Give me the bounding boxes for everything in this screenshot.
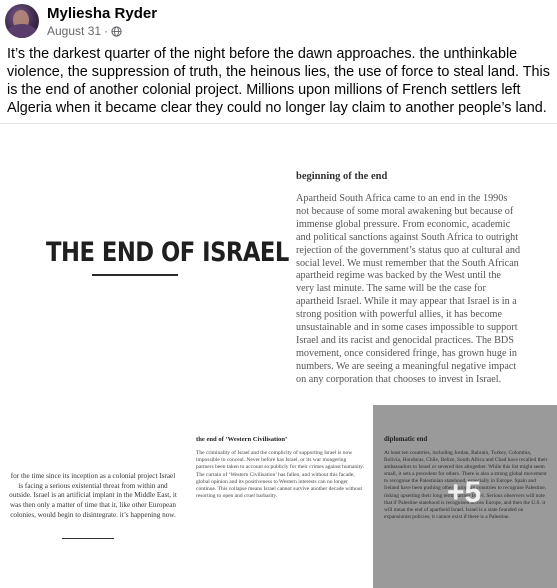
- meta-separator: ·: [104, 24, 109, 38]
- panel-1-body: for the time since its inception as a colonial project Israel is facing a serious existential threat from within and outside. Israel is an artificial implant in the Middle East, it was then only a matter of time that it, like other European colonies, would begin to disintegrate. it’s happening now.: [9, 472, 177, 519]
- post-meta: [47, 24, 122, 38]
- post-image-grid: [0, 405, 557, 588]
- post-header: [0, 0, 557, 42]
- image-panel-1[interactable]: [0, 405, 185, 588]
- panel-2-heading: the end of ‘Western Civilisation’: [196, 436, 288, 443]
- post-body-text: It’s the darkest quarter of the night before the dawn approaches. the unthinkable violence, the suppression of truth, the heinous lies, the use of force to steal land. This is the end of another colonial project. Millions upon millions of French settlers left Algeria when it became clear they could no longer lay claim to another people’s land.: [7, 46, 550, 116]
- section-heading: beginning of the end: [296, 171, 388, 182]
- post-date[interactable]: August 31: [47, 24, 102, 38]
- post-image-main[interactable]: [0, 123, 557, 403]
- avatar[interactable]: [5, 4, 39, 38]
- author-name[interactable]: Myliesha Ryder: [47, 5, 158, 22]
- image-panel-3[interactable]: [373, 405, 557, 588]
- panel-1-underline: [62, 538, 114, 539]
- globe-icon[interactable]: [111, 26, 122, 37]
- image-panel-2[interactable]: [186, 405, 372, 588]
- panel-3-heading: diplomatic end: [384, 436, 428, 443]
- image-title: THE END OF ISRAEL: [46, 237, 289, 268]
- avatar-shoulders: [7, 24, 37, 38]
- section-body: Apartheid South Africa came to an end in the 1990s not because of some moral awakening but because of immense global pressure. From economic, academic and political sanctions against South Africa to outright rejection of the government’s status quo at cultural and social level. We must remember that the South African apartheid regime was backed by the West until the very last minute. The same will be the case for apartheid Israel. While it may appear that Israel is in a strong position with powerful allies, it has become unsustainable and in some cases impossible to support Israel and its racist and genocidal practices. The BDS movement, once considered fringe, has grown huge in numbers. We are seeing a meaningful negative impact on any corporation that chooses to invest in Israel.: [296, 193, 521, 385]
- title-underline: [92, 274, 178, 276]
- more-images-count[interactable]: +5: [447, 476, 482, 509]
- panel-2-body: The criminality of Israel and the complicity of supporting Israel is now impossible to conceal. Never before has Israel, or its war mongering partners been taken to account so publicly for their crimes against humanity. The curtain of ‘Western Civilisation’ has fallen, and without this facade, global opinion and its positiveness to Western interests can no longer continue. This collapse means Israel cannot survive another decade without resorting to open and cruel barbarity.: [196, 450, 364, 500]
- panel-3-body: At least ten countries, including Jordan, Bahrain, Turkey, Colombia, Bolivia, Honduras, Chile, Belize, South Africa and Chad have recalled their ambassadors to Israel or severed ties altogether. While this list might seem small, it sets a precedent for others. There is also a strong global movement to recognise the Palestinian statehood, especially in Europe. Spain and Ireland have been pushing other European countries to recognise Palestine, risking upsetting their long term Partner Israel. Serious observers will note that if Palestine statehood is recognised across Europe, and then the U.S. it will mean the end of apartheid Israel. Israel is a state founded on expansionist policies; it cannot exist if there is a Palestine.: [384, 450, 548, 520]
